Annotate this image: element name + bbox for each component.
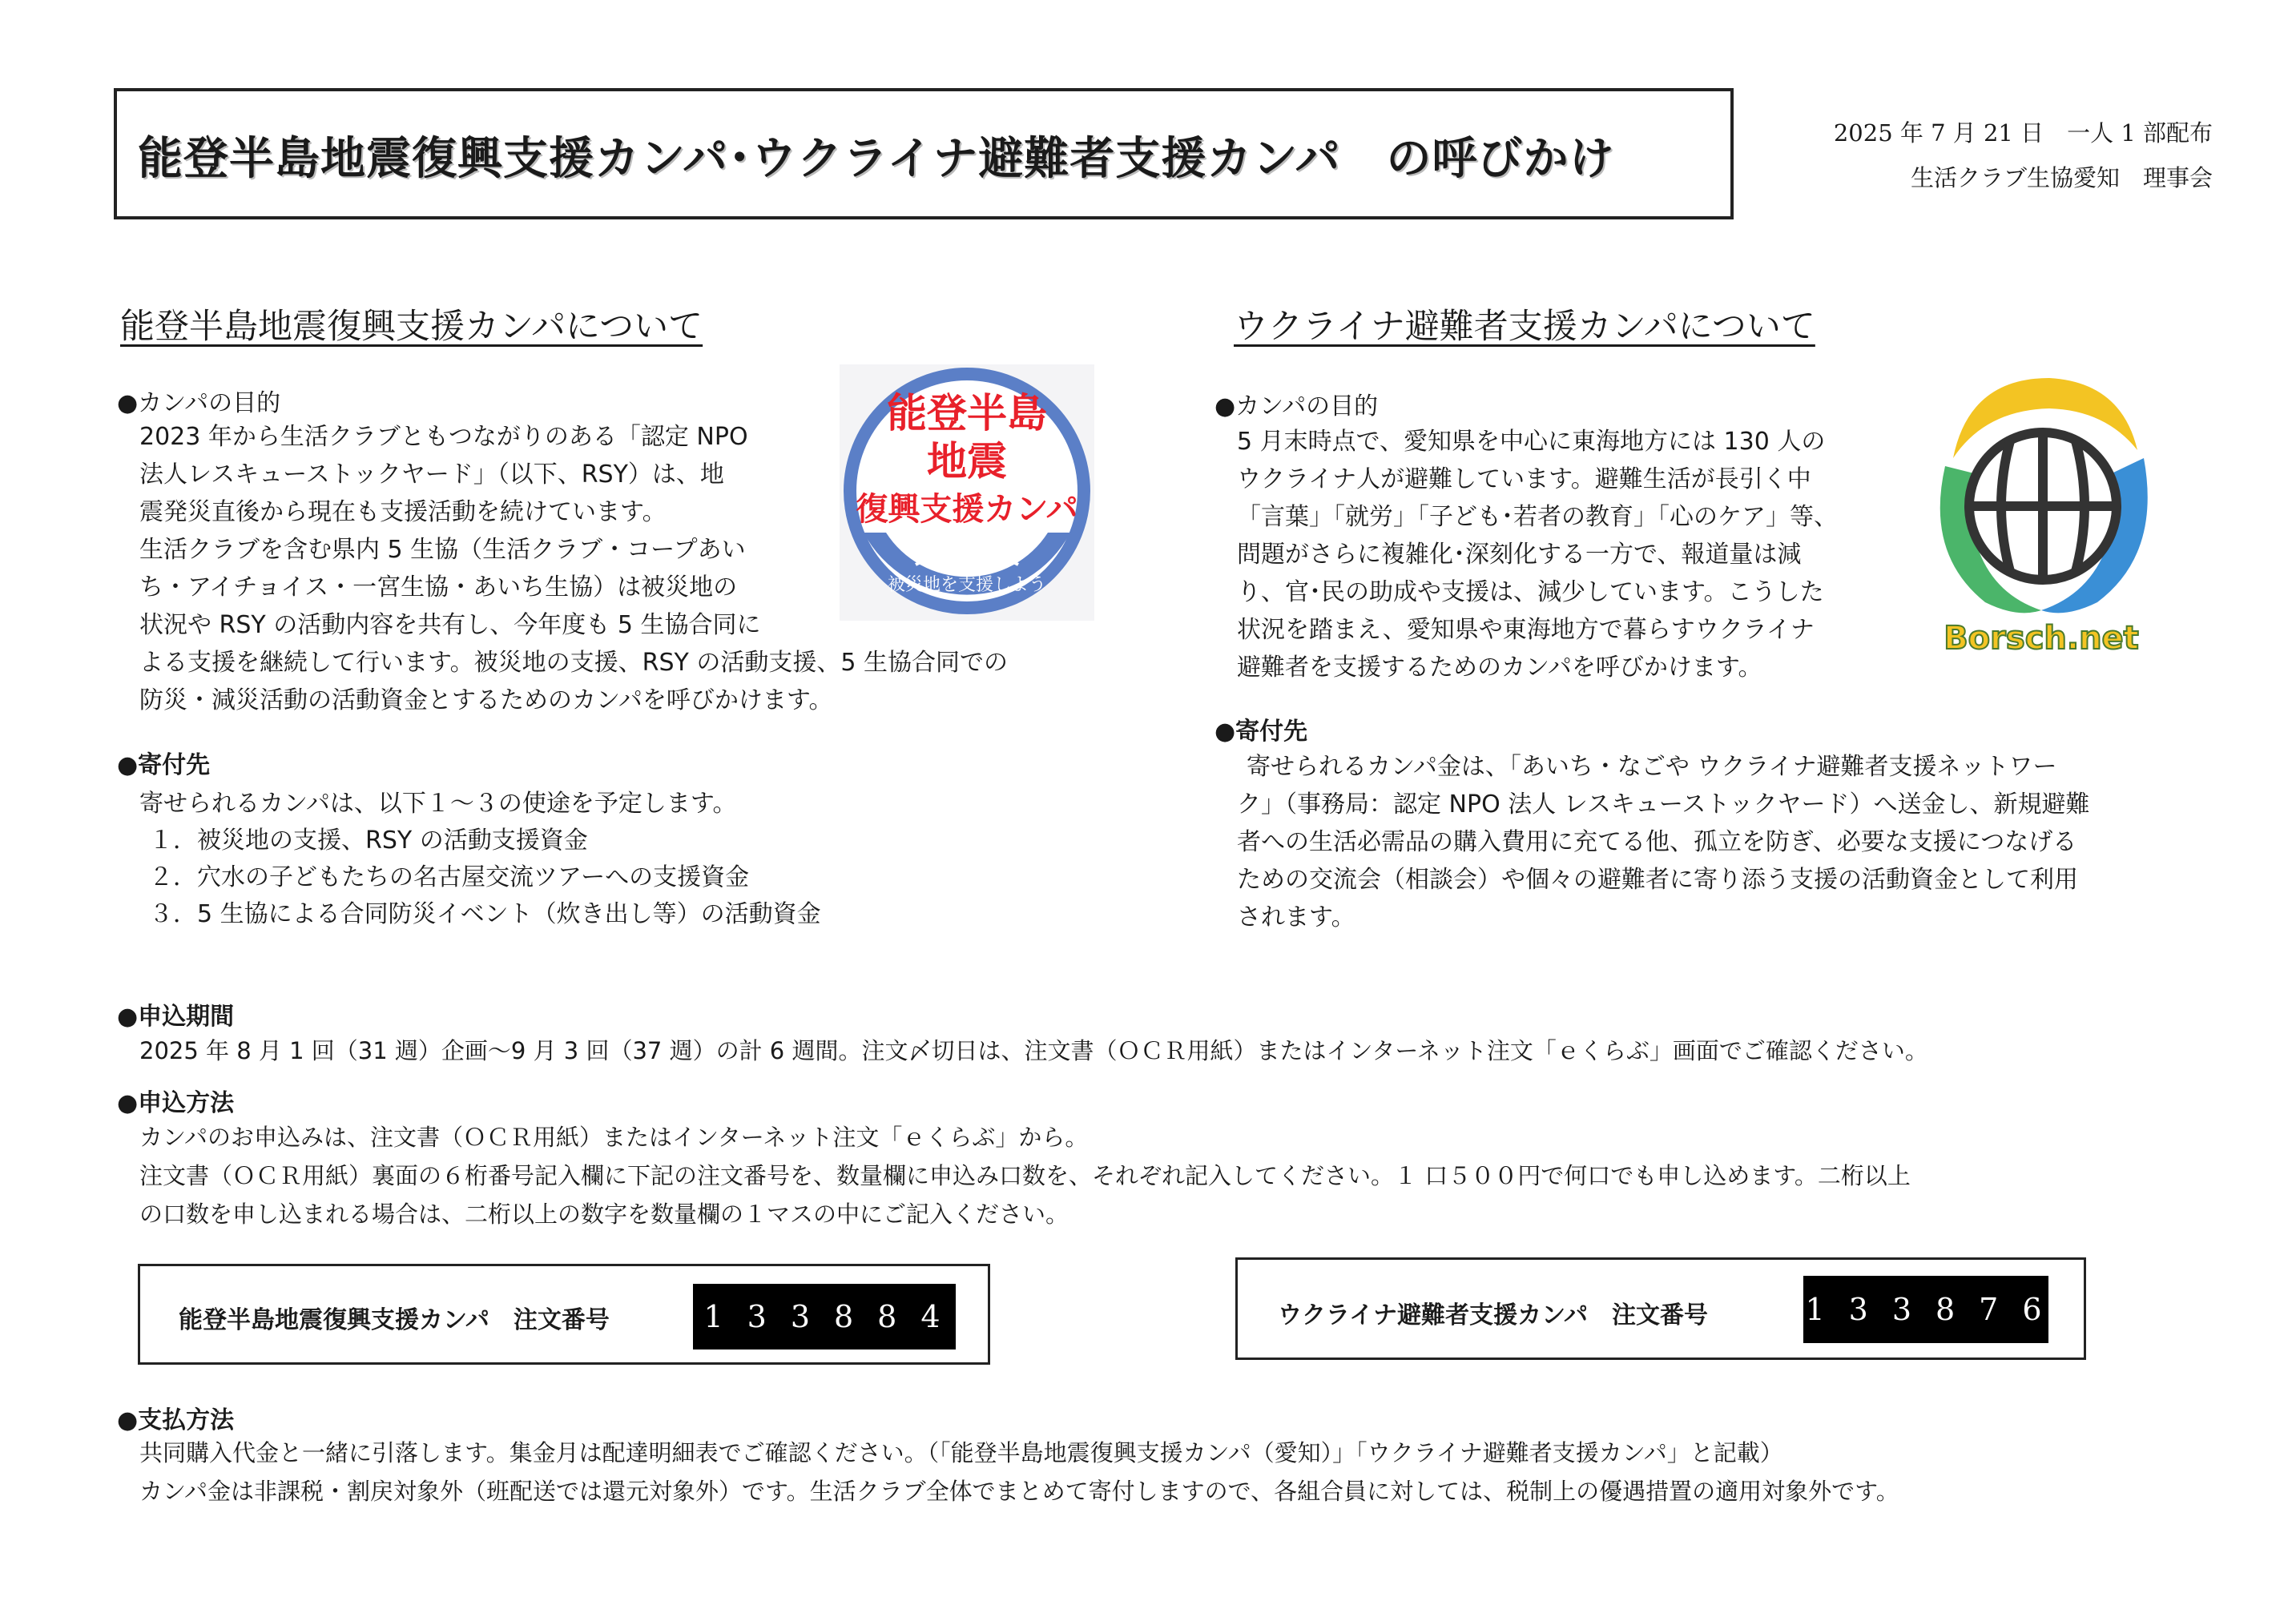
noto-order-label: 能登半島地震復興支援カンパ 注文番号 bbox=[179, 1306, 610, 1334]
ukraine-purpose-line: ウクライナ人が避難しています。避難生活が長引く中 bbox=[1237, 465, 1811, 493]
ukraine-donation-label: ●寄付先 bbox=[1214, 718, 1308, 746]
noto-purpose-line: 法人レスキューストックヤード」（以下、RSY）は、地 bbox=[139, 461, 724, 489]
noto-purpose-line: ち・アイチョイス・一宮生協・あいち生協）は被災地の bbox=[139, 573, 738, 601]
method-line: カンパのお申込みは、注文書（ＯＣＲ用紙）またはインターネット注文「ｅくらぶ」から。 bbox=[139, 1124, 1089, 1151]
method-text bbox=[139, 1120, 1911, 1235]
ukraine-purpose-line: 5 月末時点で、愛知県を中心に東海地方には 130 人の bbox=[1237, 428, 1826, 456]
ukraine-order-box bbox=[1235, 1257, 2086, 1360]
method-label: ●申込方法 bbox=[117, 1089, 235, 1117]
noto-purpose-line: 防災・減災活動の活動資金とするためのカンパを呼びかけます。 bbox=[139, 686, 833, 714]
ukraine-heading: ウクライナ避難者支援カンパについて bbox=[1234, 307, 1815, 347]
noto-donation-label: ●寄付先 bbox=[117, 751, 211, 779]
payment-label: ●支払方法 bbox=[117, 1406, 235, 1434]
title-box bbox=[114, 88, 1734, 219]
ukraine-donation-text bbox=[1237, 746, 2089, 935]
ukraine-purpose-line: 状況を踏まえ、愛知県や東海地方で暮らすウクライナ bbox=[1237, 616, 1815, 644]
noto-logo-line-4: 被災地を支援しよう bbox=[887, 575, 1047, 595]
list-item: ２．穴水の子どもたちの名古屋交流ツアーへの支援資金 bbox=[149, 863, 750, 891]
payment-line: 共同購入代金と一緒に引落します。集金月は配達明細表でご確認ください。（「能登半島地震復興支援カンパ（愛知）」「ウクライナ避難者支援カンパ」と記載） bbox=[139, 1439, 1783, 1466]
noto-purpose-line: 状況や RSY の活動内容を共有し、今年度も 5 生協合同に bbox=[139, 611, 761, 639]
page-title: 能登半島地震復興支援カンパ･ウクライナ避難者支援カンパ の呼びかけ bbox=[138, 133, 1615, 185]
noto-logo-line-3: 復興支援カンパ bbox=[856, 491, 1078, 528]
ukraine-donation-line: 寄せられるカンパ金は、「あいち・なごや ウクライナ避難者支援ネットワー bbox=[1247, 753, 2057, 781]
org-line: 生活クラブ生協愛知 理事会 bbox=[1910, 164, 2213, 191]
period-text: 2025 年 8 月 1 回（31 週）企画～9 月 3 回（37 週）の計 6 週間。注文〆切日は、注文書（ＯＣＲ用紙）またはインターネット注文「ｅくらぶ」画面でご確認ください。 bbox=[139, 1037, 1928, 1064]
ukraine-order-label: ウクライナ避難者支援カンパ 注文番号 bbox=[1278, 1301, 1708, 1329]
ukraine-purpose-text bbox=[1237, 421, 1838, 685]
ukraine-donation-line: 者への生活必需品の購入費用に充てる他、孤立を防ぎ、必要な支援につなげる bbox=[1237, 828, 2077, 856]
ukraine-purpose-line: り、官･民の助成や支援は、減少しています。こうした bbox=[1237, 578, 1824, 606]
noto-order-box bbox=[138, 1264, 990, 1365]
payment-line: カンパ金は非課税・割戻対象外（班配送では還元対象外）です。生活クラブ全体でまとめて寄付しますので、各組合員に対しては、税制上の優遇措置の適用対象外です。 bbox=[139, 1478, 1899, 1505]
date-line: 2025 年 7 月 21 日 一人 1 部配布 bbox=[1833, 119, 2213, 147]
period-label: ●申込期間 bbox=[117, 1003, 235, 1031]
noto-logo-line-2: 地震 bbox=[927, 438, 1007, 485]
payment-text bbox=[139, 1435, 1899, 1512]
ukraine-donation-line: されます。 bbox=[1237, 903, 1355, 931]
borsch-logo bbox=[1921, 362, 2161, 666]
ukraine-purpose-line: 避難者を支援するためのカンパを呼びかけます。 bbox=[1237, 654, 1762, 682]
method-line: 注文書（ＯＣＲ用紙）裏面の６桁番号記入欄に下記の注文番号を、数量欄に申込み口数を、それぞれ記入してください。１ 口５００円で何口でも申し込めます。二桁以上 bbox=[139, 1162, 1911, 1189]
list-item: １．被災地の支援、RSY の活動支援資金 bbox=[149, 827, 588, 855]
noto-purpose-label: ●カンパの目的 bbox=[117, 389, 281, 417]
noto-purpose-line: 震発災直後から現在も支援活動を続けています。 bbox=[139, 498, 667, 526]
ukraine-purpose-label: ●カンパの目的 bbox=[1214, 392, 1379, 420]
noto-donation-intro: 寄せられるカンパは、以下１～３の使途を予定します。 bbox=[139, 790, 737, 818]
ukraine-donation-line: ク」（事務局：認定 NPO 法人 レスキューストックヤード）へ送金し、新規避難 bbox=[1237, 790, 2090, 819]
borsch-logo-text: Borsch.net bbox=[1944, 620, 2139, 657]
noto-uses-list bbox=[149, 820, 821, 931]
method-line: の口数を申し込まれる場合は、二桁以上の数字を数量欄の１マスの中にご記入ください。 bbox=[139, 1201, 1069, 1228]
noto-order-number: 133884 bbox=[693, 1284, 956, 1349]
noto-purpose-line: よる支援を継続して行います。被災地の支援、RSY の活動支援、5 生協合同での bbox=[139, 649, 1008, 677]
ukraine-donation-line: ための交流会（相談会）や個々の避難者に寄り添う支援の活動資金として利用 bbox=[1237, 866, 2078, 894]
ukraine-purpose-line: 「言葉」「就労」「子ども･若者の教育」「心のケア」等、 bbox=[1237, 503, 1838, 531]
noto-logo bbox=[840, 364, 1094, 621]
ukraine-purpose-line: 問題がさらに複雑化･深刻化する一方で、報道量は減 bbox=[1237, 541, 1802, 569]
noto-purpose-line: 2023 年から生活クラブともつながりのある「認定 NPO bbox=[139, 423, 748, 451]
list-item: ３．5 生協による合同防災イベント（炊き出し等）の活動資金 bbox=[149, 900, 821, 928]
noto-purpose-line: 生活クラブを含む県内 5 生協（生活クラブ・コープあい bbox=[139, 536, 746, 564]
noto-logo-line-1: 能登半島 bbox=[887, 390, 1047, 436]
noto-heading: 能登半島地震復興支援カンパについて bbox=[120, 307, 703, 347]
ukraine-order-number: 133876 bbox=[1803, 1276, 2048, 1343]
